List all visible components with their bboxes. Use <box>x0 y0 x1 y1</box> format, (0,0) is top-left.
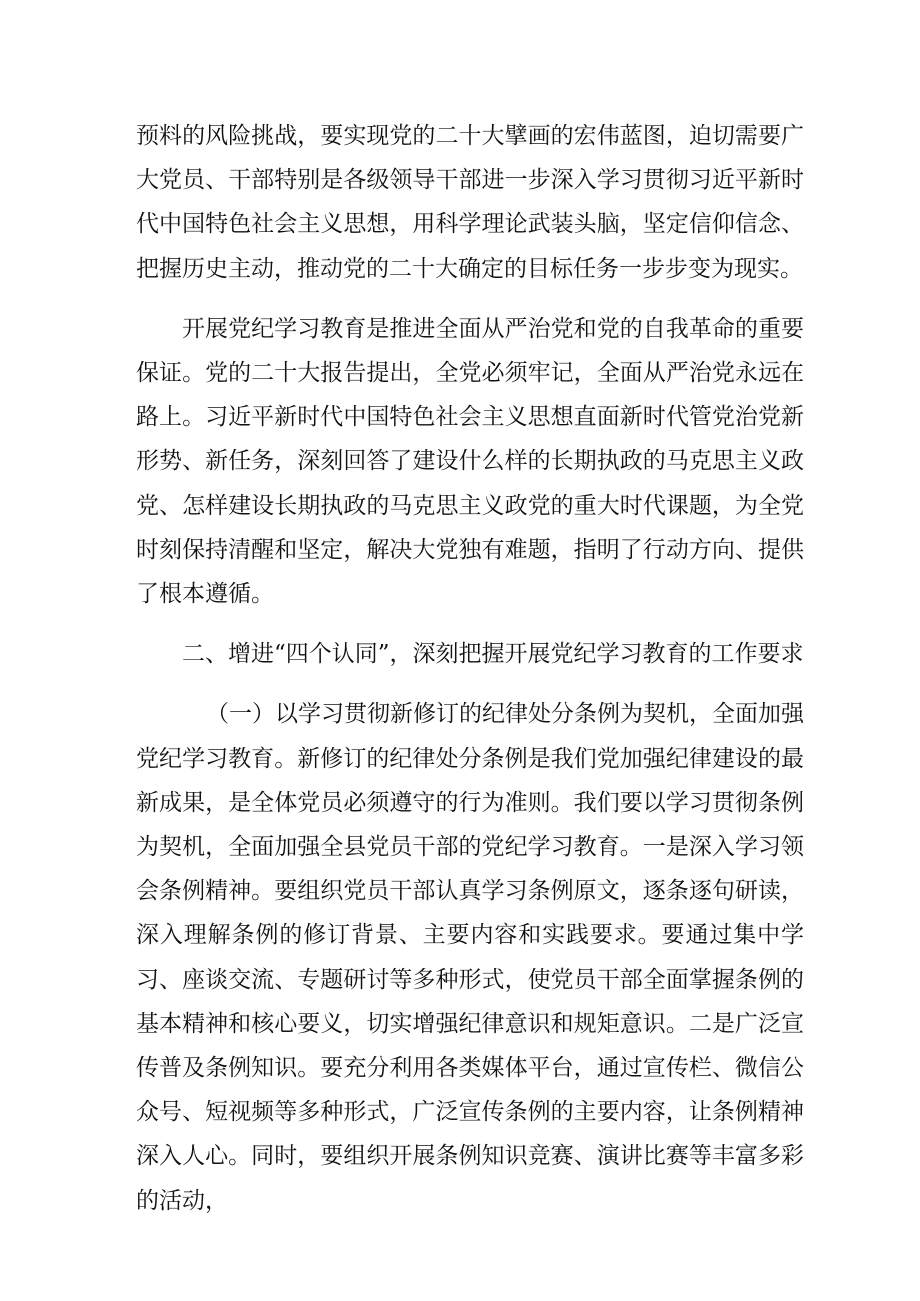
paragraph-party-discipline: 开展党纪学习教育是推进全面从严治党和党的自我革命的重要保证。党的二十大报告提出，全党必须牢记，全面从严治党永远在路上。习近平新时代中国特色社会主义思想直面新时代管党治党新形势、新任务，深刻回答了建设什么样的长期执政的马克思主义政党、怎样建设长期执政的马克思主义政党的重大时代课题，为全党时刻保持清醒和坚定，解决大党独有难题，指明了行动方向、提供了根本遵循。 <box>136 315 804 608</box>
subsection-paragraph: （一）以学习贯彻新修订的纪律处分条例为契机，全面加强党纪学习教育。新修订的纪律处分条例是我们党加强纪律建设的最新成果，是全体党员必须遵守的行为准则。我们要以学习贯彻条例为契机，全面加强全县党员干部的党纪学习教育。一是深入学习领会条例精神。要组织党员干部认真学习条例原文，逐条逐句研读，深入理解条例的修订背景、主要内容和实践要求。要通过集中学习、座谈交流、专题研讨等多种形式，使党员干部全面掌握条例的基本精神和核心要义，切实增强纪律意识和规矩意识。二是广泛宣传普及条例知识。要充分利用各类媒体平台，通过宣传栏、微信公众号、短视频等多种形式，广泛宣传条例的主要内容，让条例精神深入人心。同时，要组织开展条例知识竞赛、演讲比赛等丰富多彩的活动， <box>136 701 804 1214</box>
paragraph-continuation: 预料的风险挑战，要实现党的二十大擘画的宏伟蓝图，迫切需要广大党员、干部特别是各级领导干部进一步深入学习贯彻习近平新时代中国特色社会主义思想，用科学理论武装头脑，坚定信仰信念、把握历史主动，推动党的二十大确定的目标任务一步步变为现实。 <box>136 123 804 282</box>
document-page <box>136 114 804 1223</box>
section-heading: 二、增进“四个认同”，深刻把握开展党纪学习教育的工作要求 <box>182 641 804 668</box>
